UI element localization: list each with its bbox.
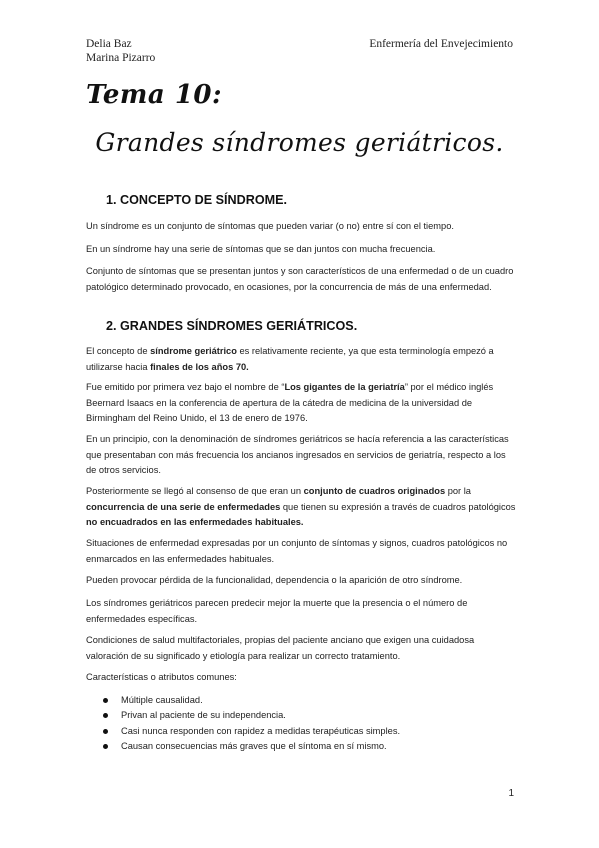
paragraph: Condiciones de salud multifactoriales, propias del paciente anciano que exigen una cuidadosa valoración de su significado y etiología para realizar un correcto tratamiento. bbox=[86, 635, 475, 661]
paragraph: Un síndrome es un conjunto de síntomas que pueden variar (o no) entre sí con el tiempo. bbox=[86, 221, 454, 231]
list-item: Casi nunca responden con rapidez a medidas terapéuticas simples. bbox=[86, 724, 516, 739]
paragraph: En un principio, con la denominación de síndromes geriátricos se hacía referencia a las características que presentaban con más frecuencia los ancianos ingresados en servicios de geriatría, respecto a los de otros servicios. bbox=[86, 434, 509, 475]
author-name: Delia Baz bbox=[86, 38, 132, 50]
paragraph: Posteriormente se llegó al consenso de que eran un conjunto de cuadros originados por la concurrencia de una serie de enfermedades que tienen su expresión a través de cuadros patológicos no encuadrados en las enfermedades habituales. bbox=[86, 486, 516, 527]
paragraph: En un síndrome hay una serie de síntomas que se dan juntos con mucha frecuencia. bbox=[86, 244, 436, 254]
paragraph: Pueden provocar pérdida de la funcionalidad, dependencia o la aparición de otro síndrome. bbox=[86, 575, 463, 585]
header-course: Enfermería del Envejecimiento bbox=[369, 38, 513, 50]
paragraph: Características o atributos comunes: bbox=[86, 672, 237, 682]
header-authors bbox=[86, 37, 155, 65]
paragraph: Situaciones de enfermedad expresadas por un conjunto de síntomas y signos, cuadros patológicos no enmarcados en las enfermedades habituales. bbox=[86, 538, 508, 564]
page-title: Tema 10: bbox=[86, 80, 223, 110]
page-subtitle: Grandes síndromes geriátricos. bbox=[95, 128, 504, 157]
bullet-icon bbox=[103, 729, 108, 734]
paragraph: Conjunto de síntomas que se presentan juntos y son característicos de una enfermedad o de un cuadro patológico determinado provocado, en ocasiones, por la concurrencia de más de una enfermedad. bbox=[86, 266, 514, 292]
list-item: Múltiple causalidad. bbox=[86, 693, 516, 708]
author-name: Marina Pizarro bbox=[86, 52, 156, 64]
bullet-icon bbox=[103, 713, 108, 718]
paragraph: Los síndromes geriátricos parecen predecir mejor la muerte que la presencia o el número de enfermedades específicas. bbox=[86, 598, 468, 624]
list-item: Privan al paciente de su independencia. bbox=[86, 708, 516, 723]
page-number: 1 bbox=[508, 788, 514, 799]
section-heading: 2. GRANDES SÍNDROMES GERIÁTRICOS. bbox=[106, 319, 358, 333]
bullet-icon bbox=[103, 744, 108, 749]
paragraph: El concepto de síndrome geriátrico es relativamente reciente, ya que esta terminología empezó a utilizarse hacia finales de los años 70. bbox=[86, 346, 494, 372]
bullet-list bbox=[86, 693, 516, 754]
list-item: Causan consecuencias más graves que el síntoma en sí mismo. bbox=[86, 739, 516, 754]
bullet-icon bbox=[103, 698, 108, 703]
paragraph: Fue emitido por primera vez bajo el nombre de “Los gigantes de la geriatría” por el médico inglés Beernard Isaacs en la conferencia de apertura de la cátedra de medicina de la universidad de Birmingham del Reino Unido, el 13 de enero de 1976. bbox=[86, 382, 494, 423]
section-heading: 1. CONCEPTO DE SÍNDROME. bbox=[106, 193, 288, 207]
